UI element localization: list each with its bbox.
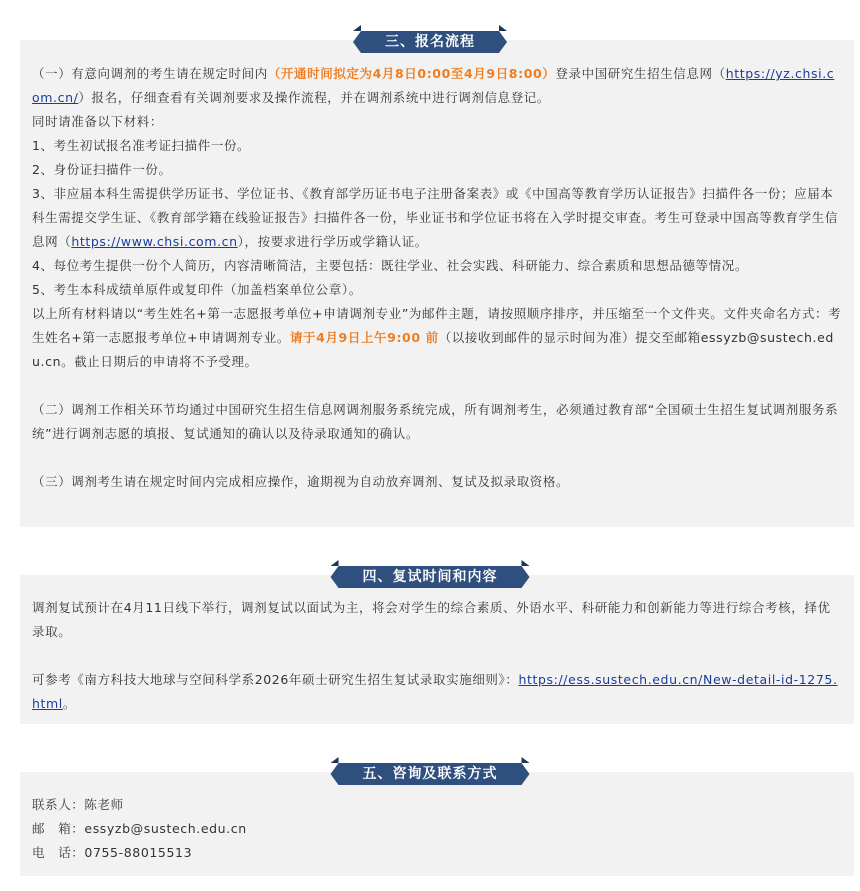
paragraph-1	[32, 62, 842, 110]
reference-rules	[32, 668, 842, 716]
material-1: 1、考生初试报名准考证扫描件一份。	[32, 138, 251, 153]
m3-text-a: 3、非应届本科生需提供学历证书、学位证书、《教育部学历证书电子注册备案表》或《中国高等教育学历认证报告》扫描件各一份；应届本科生需提交学生证、《教育部学籍在线验证报告》扫描件各一份，毕业证书和学位证书将在入学时提交审查。考生可登录中国高等教育学生信息网（	[32, 186, 838, 249]
paragraph-3: （三）调剂考生请在规定时间内完成相应操作，逾期视为自动放弃调剂、复试及拟录取资格。	[32, 474, 570, 489]
section-interview-time	[20, 575, 854, 724]
contact-person: 联系人：陈老师	[32, 797, 124, 812]
paragraph-2: （二）调剂工作相关环节均通过中国研究生招生信息网调剂服务系统完成，所有调剂考生，必须通过教育部“全国硕士生招生复试调剂服务系统”进行调剂志愿的填报、复试通知的确认以及待录取通知的确认。	[32, 402, 839, 441]
m3-text-b: ），按要求进行学历或学籍认证。	[237, 234, 428, 249]
section-registration-process	[20, 40, 854, 527]
material-3	[32, 182, 842, 254]
m6-text-c: （以接收到邮件的显示时间为准）提交至邮箱essyzb@sustech.edu.cn。截止日期后的申请将不予受理。	[32, 330, 834, 369]
p1-text-a: （一）有意向调剂的考生请在规定时间内	[32, 66, 268, 81]
prep-intro: 同时请准备以下材料：	[32, 114, 164, 129]
material-2: 2、身份证扫描件一份。	[32, 162, 172, 177]
ref-text-b: 。	[62, 696, 76, 711]
material-5: 5、考生本科成绩单原件或复印件（加盖档案单位公章）。	[32, 282, 362, 297]
interview-description: 调剂复试预计在4月11日线下举行，调剂复试以面试为主，将会对学生的综合素质、外语水平、科研能力和创新能力等进行综合考核，择优录取。	[32, 600, 831, 639]
ess-detail-link[interactable]: https://ess.sustech.edu.cn/New-detail-id-1275.html	[32, 672, 838, 711]
section-title: 三、报名流程	[385, 34, 475, 50]
contact-email: 邮 箱：essyzb@sustech.edu.cn	[32, 821, 247, 836]
section-header-contact	[339, 763, 522, 785]
contact-phone: 电 话：0755-88015513	[32, 845, 193, 860]
p1-text-c: 登录中国研究生招生信息网（	[555, 66, 726, 81]
chsi-link[interactable]: https://www.chsi.com.cn	[71, 234, 238, 249]
p1-open-time: （开通时间拟定为4月8日0:00至4月9日8:00）	[267, 66, 556, 81]
deadline-highlight: 请于4月9日上午9:00 前	[289, 330, 439, 345]
section-header-registration	[361, 31, 499, 53]
yz-chsi-link[interactable]: https://yz.chsi.com.cn/	[32, 66, 835, 105]
section-contact	[20, 772, 854, 876]
section-header-interview	[339, 566, 522, 588]
ref-text-a: 可参考《南方科技大地球与空间科学系2026年硕士研究生招生复试录取实施细则》：	[32, 672, 519, 687]
m6-text-a: 以上所有材料请以“考生姓名+第一志愿报考单位+申请调剂专业”为邮件主题，请按照顺序排序，并压缩至一个文件夹。文件夹命名方式：考生姓名+第一志愿报考单位+申请调剂专业。	[32, 306, 842, 345]
material-4: 4、每位考生提供一份个人简历，内容清晰简洁，主要包括：既往学业、社会实践、科研能力、综合素质和思想品德等情况。	[32, 258, 748, 273]
submission-instructions	[32, 302, 842, 374]
p1-text-d: ）报名，仔细查看有关调剂要求及操作流程，并在调剂系统中进行调剂信息登记。	[78, 90, 551, 105]
section-title: 五、咨询及联系方式	[362, 766, 498, 782]
section-title: 四、复试时间和内容	[362, 569, 498, 585]
